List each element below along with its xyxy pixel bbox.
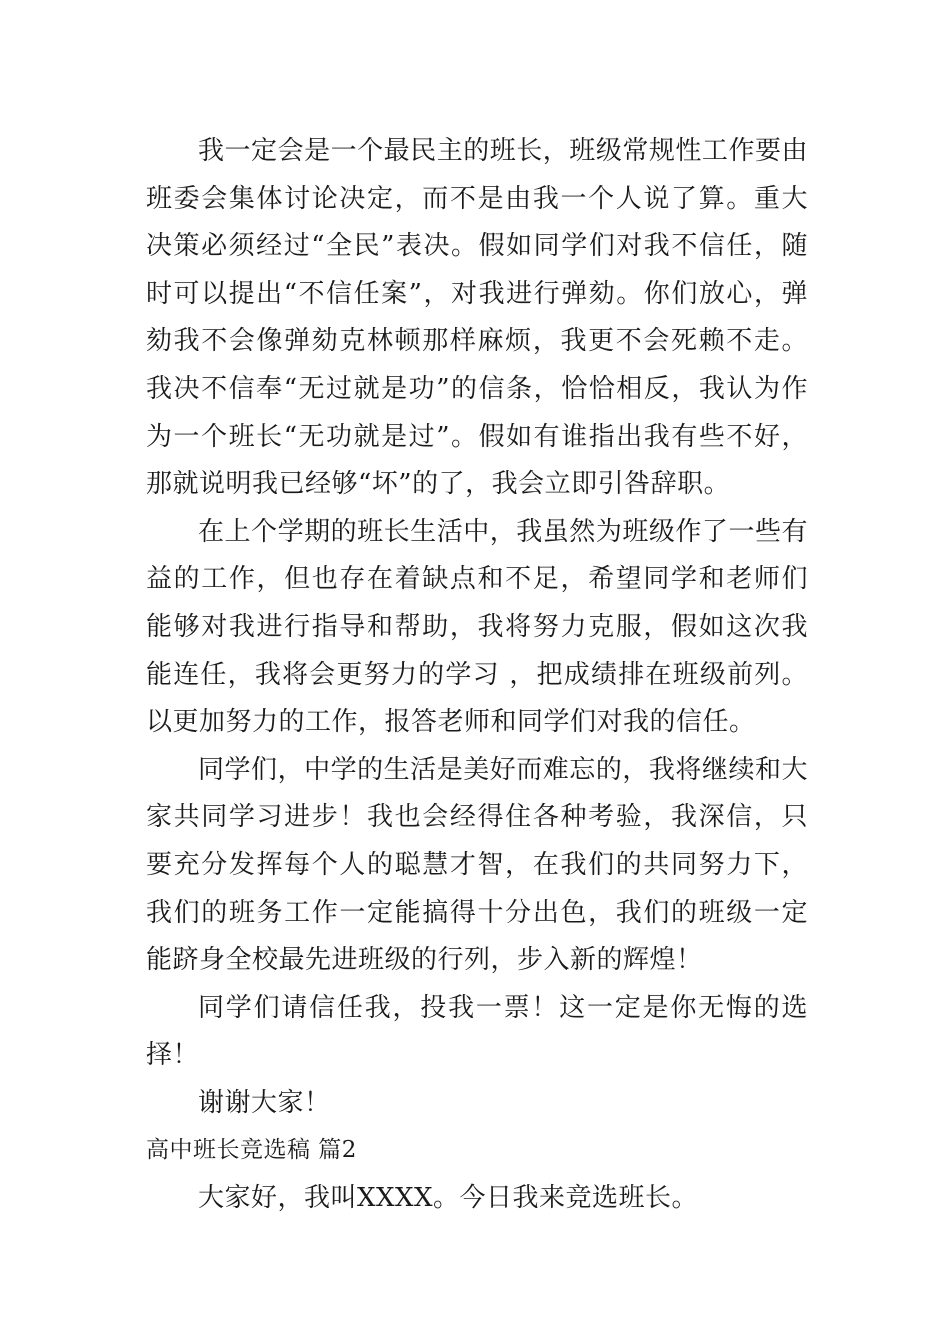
paragraph-democratic-monitor: 我一定会是一个最民主的班长，班级常规性工作要由班委会集体讨论决定，而不是由我一个人说了算。重大决策必须经过“全民”表决。假如同学们对我不信任，随时可以提出“不信任案”，对我进行弹劾。你们放心，弹劾我不会像弹劾克林顿那样麻烦，我更不会死赖不走。我决不信奉“无过就是功”的信条，恰恰相反，我认为作为一个班长“无功就是过”。假如有谁指出我有些不好，那就说明我已经够“坏”的了，我会立即引咎辞职。 xyxy=(146,136,808,500)
paragraph-last-semester: 在上个学期的班长生活中，我虽然为班级作了一些有益的工作，但也存在着缺点和不足，希望同学和老师们能够对我进行指导和帮助，我将努力克服，假如这次我能连任，我将会更努力的学习 ，把成绩排在班级前列。以更加努力的工作，报答老师和同学们对我的信任。 xyxy=(146,516,808,738)
paragraph-school-life: 同学们，中学的生活是美好而难忘的，我将继续和大家共同学习进步！我也会经得住各种考验，我深信，只要充分发挥每个人的聪慧才智，在我们的共同努力下，我们的班务工作一定能搞得十分出色，我们的班级一定能跻身全校最先进班级的行列，步入新的辉煌！ xyxy=(146,754,808,976)
section-title: 高中班长竞选稿 篇2 xyxy=(146,1137,357,1164)
paragraph-thanks: 谢谢大家！ xyxy=(198,1087,331,1118)
paragraph-vote-appeal: 同学们请信任我，投我一票！这一定是你无悔的选择！ xyxy=(146,992,808,1071)
paragraph-greeting: 大家好，我叫XXXX。今日我来竞选班长。 xyxy=(198,1183,699,1214)
document-body xyxy=(146,128,808,1223)
